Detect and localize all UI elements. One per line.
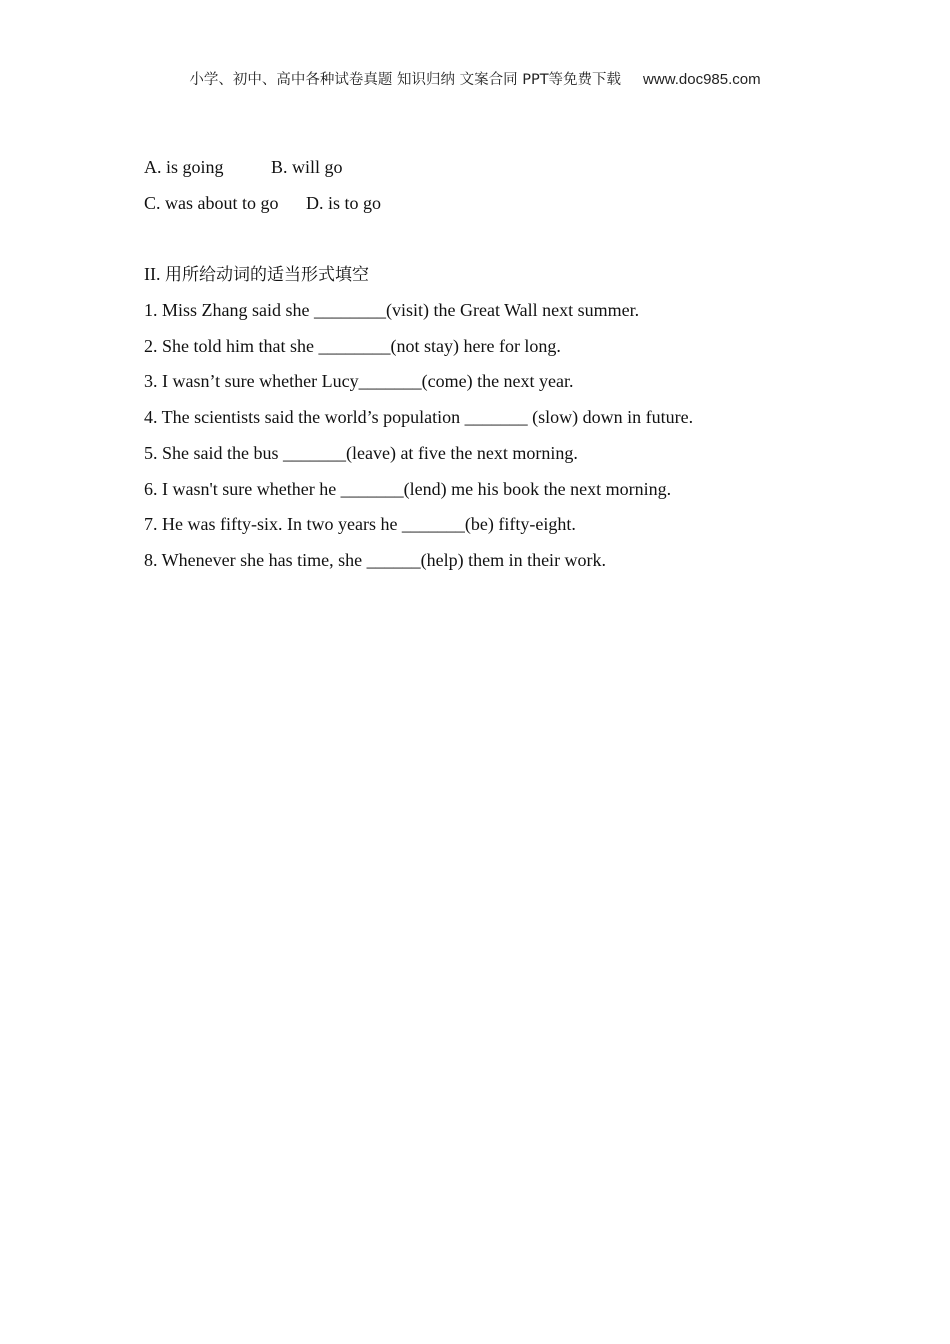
question-item: 4. The scientists said the world’s population _______ (slow) down in future. — [144, 407, 694, 428]
section-spacer — [144, 221, 844, 257]
options-row-1 — [144, 150, 844, 186]
option-b: B. will go — [271, 157, 343, 177]
question-item: 2. She told him that she ________(not stay) here for long. — [144, 335, 561, 356]
option-c: C. was about to go — [144, 192, 279, 213]
page-header — [0, 68, 950, 89]
question-item: 1. Miss Zhang said she ________(visit) the Great Wall next summer. — [144, 300, 640, 321]
question-item: 7. He was fifty-six. In two years he _______(be) fifty-eight. — [144, 514, 576, 535]
option-a: A. is going — [144, 157, 224, 177]
question-item: 3. I wasn’t sure whether Lucy_______(come) the next year. — [144, 371, 574, 392]
option-d: D. is to go — [306, 192, 382, 213]
document-body — [144, 150, 844, 579]
options-row-2 — [144, 186, 844, 222]
question-item: 5. She said the bus _______(leave) at five the next morning. — [144, 442, 578, 463]
section-numeral: II. — [144, 264, 165, 285]
header-text: 小学、初中、高中各种试卷真题 知识归纳 文案合同 PPT等免费下载 — [189, 72, 622, 88]
header-site-link[interactable]: www.doc985.com — [643, 71, 761, 88]
question-item: 8. Whenever she has time, she ______(help) them in their work. — [144, 549, 607, 570]
question-item: 6. I wasn't sure whether he _______(lend) me his book the next morning. — [144, 478, 672, 499]
section-title-text: 用所给动词的适当形式填空 — [165, 265, 369, 286]
section-title — [144, 257, 844, 293]
